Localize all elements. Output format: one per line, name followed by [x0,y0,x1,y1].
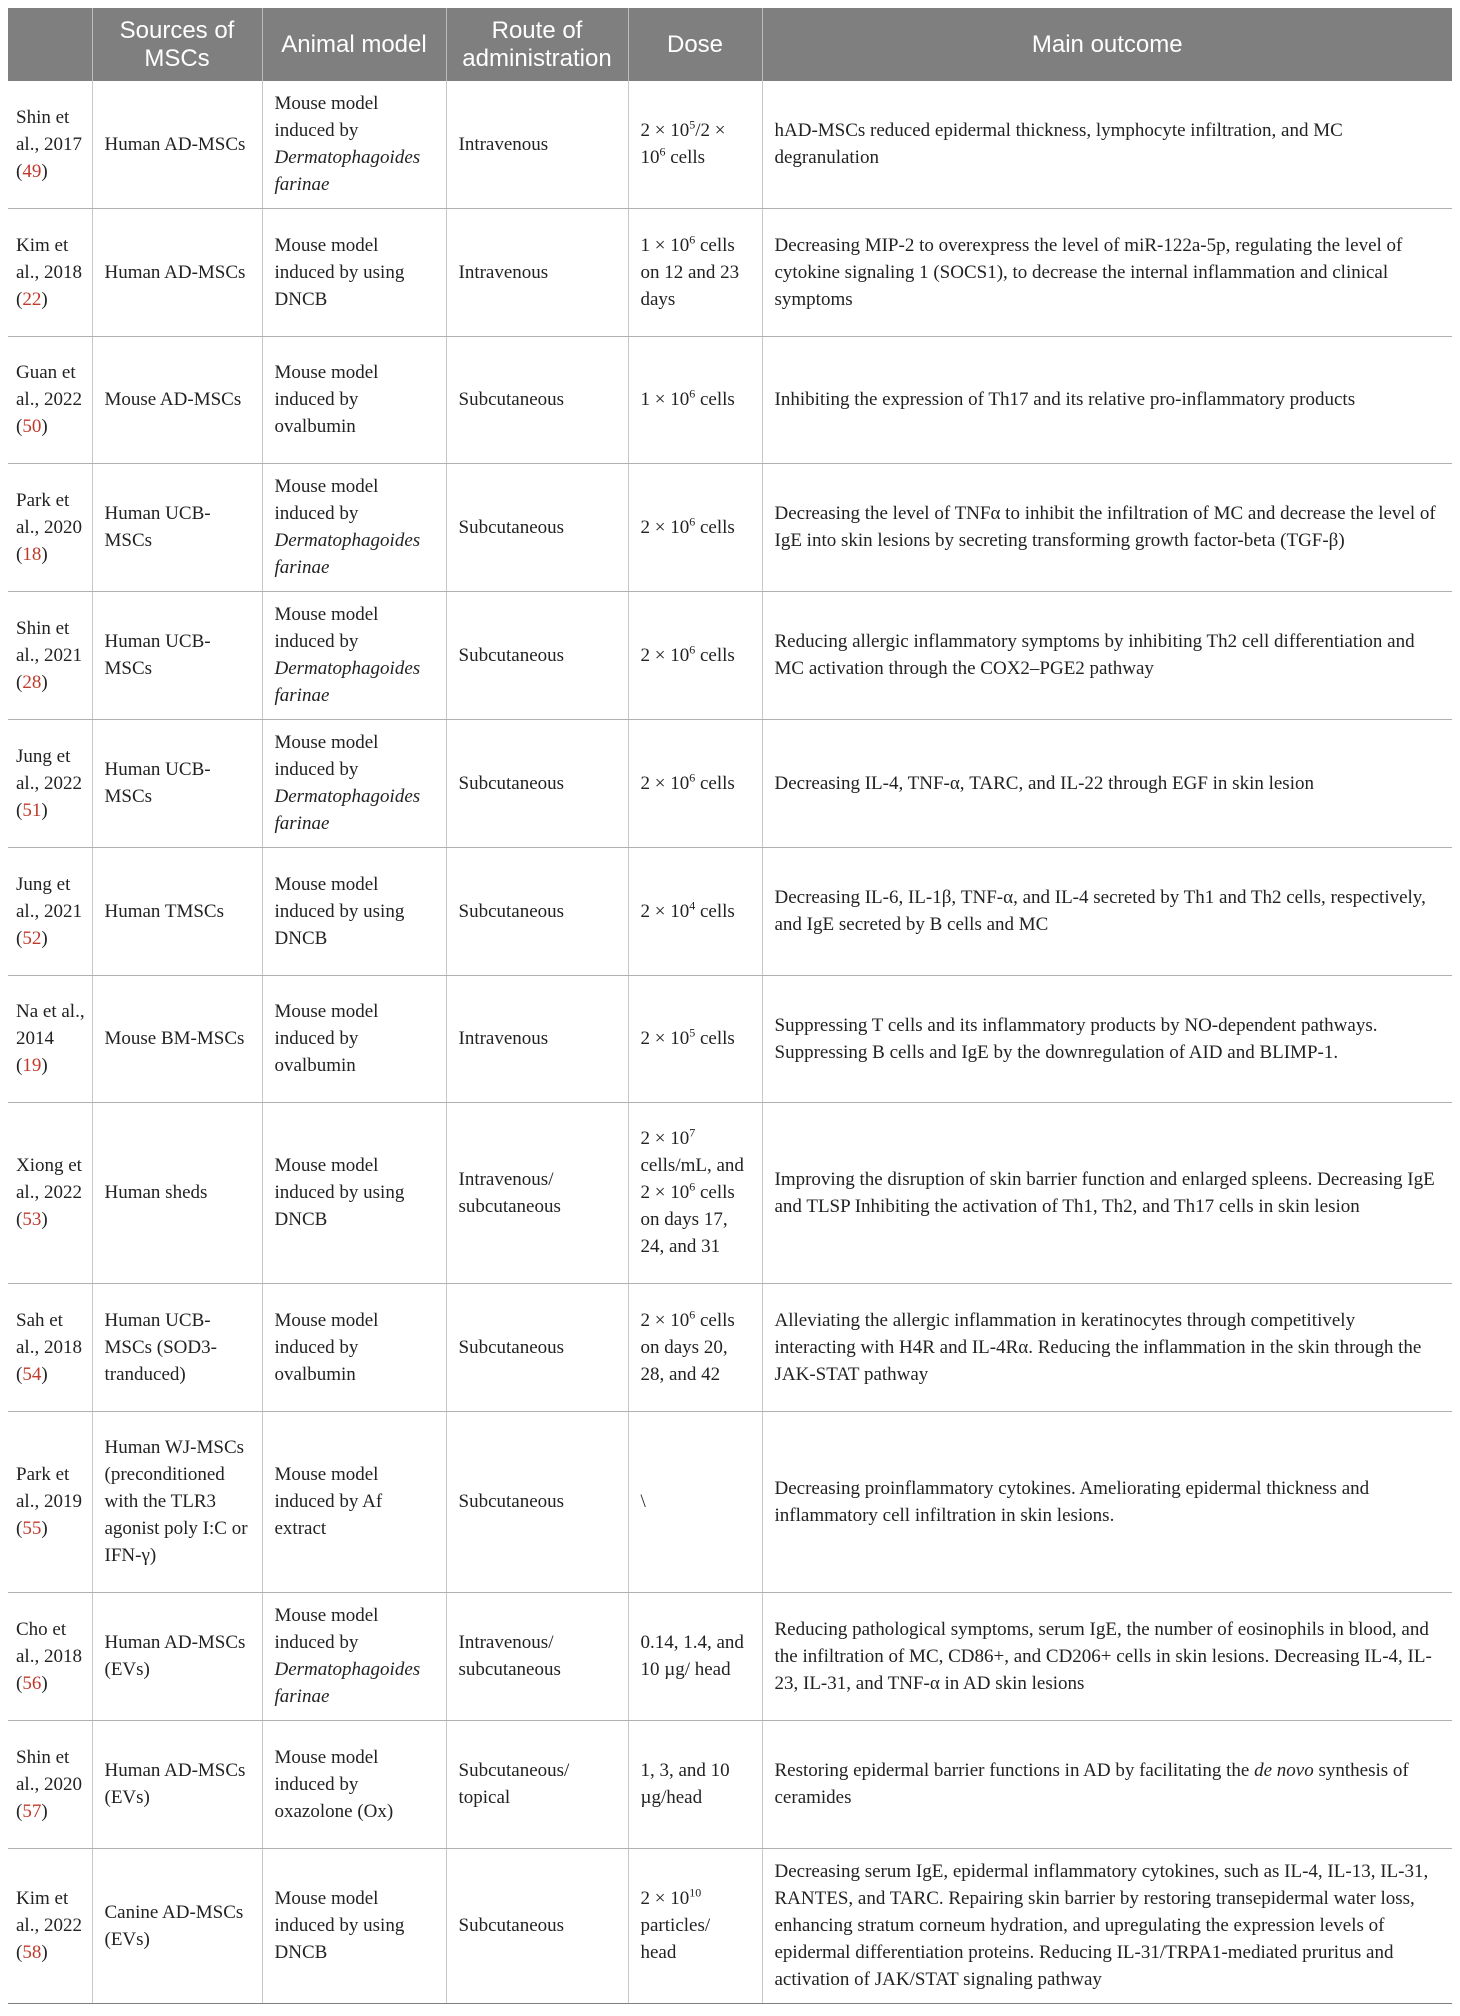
table-row [8,1411,1452,1592]
reference-link[interactable]: 22 [22,288,42,310]
header-source: Sources of MSCs [92,8,262,81]
reference-link[interactable]: 54 [22,1363,42,1385]
cell-animal-model: Mouse model induced by Af extract [262,1411,446,1592]
table-row [8,591,1452,719]
cell-route: Subcutaneous [446,847,628,975]
header-dose: Dose [628,8,762,81]
cell-main-outcome: Restoring epidermal barrier functions in AD by facilitating the de novo synthesis of ceramides [762,1720,1452,1848]
cell-route: Subcutaneous [446,1411,628,1592]
table-row [8,975,1452,1102]
study-citation: Sah et al., 2018 [16,1309,82,1358]
reference-link[interactable]: 51 [22,799,42,821]
cell-source: Mouse BM-MSCs [92,975,262,1102]
reference-link[interactable]: 19 [22,1055,42,1076]
cell-animal-model: Mouse model induced by oxazolone (Ox) [262,1720,446,1848]
cell-source: Human UCB-MSCs (SOD3-tranduced) [92,1283,262,1411]
cell-animal-model: Mouse model induced by using DNCB [262,208,446,336]
reference-link[interactable]: 56 [22,1672,42,1694]
cell-study: Xiong et al., 2022 (53) [8,1102,92,1283]
cell-source: Human WJ-MSCs (preconditioned with the TLR3 agonist poly I:C or IFN-γ) [92,1411,262,1592]
study-citation: Jung et al., 2021 [16,873,82,922]
table-row [8,719,1452,847]
cell-dose: $2 \times 10^6$ cells [628,591,762,719]
study-citation: Xiong et al., 2022 [16,1155,82,1203]
cell-dose: \ [628,1411,762,1592]
reference-link[interactable]: 28 [22,671,42,693]
cell-animal-model: Mouse model induced by using DNCB [262,1848,446,2003]
cell-main-outcome: Reducing allergic inflammatory symptoms by inhibiting Th2 cell differentiation and MC activation through the COX2–PGE2 pathway [762,591,1452,719]
reference-link[interactable]: 50 [22,416,42,437]
table-row [8,463,1452,591]
cell-main-outcome: Decreasing MIP-2 to overexpress the level of miR-122a-5p, regulating the level of cytokine signaling 1 (SOCS1), to decrease the internal inflammation and clinical symptoms [762,208,1452,336]
cell-animal-model: Mouse model induced by using DNCB [262,847,446,975]
cell-source: Canine AD-MSCs (EVs) [92,1848,262,2003]
study-citation: Park et al., 2019 [16,1464,82,1512]
cell-animal-model: Mouse model induced by Dermatophagoides farinae [262,591,446,719]
table-body [8,81,1452,2003]
table-container [8,8,1452,2004]
header-main-outcome: Main outcome [762,8,1452,81]
study-citation: Shin et al., 2020 [16,1746,82,1795]
cell-route: Subcutaneous [446,463,628,591]
cell-dose: $2 \times 10^5/2 \times 10^6$ cells [628,81,762,208]
cell-route: Intravenous [446,81,628,208]
cell-dose: $2 \times 10^6$ cells [628,463,762,591]
cell-source: Mouse AD-MSCs [92,336,262,463]
cell-source: Human sheds [92,1102,262,1283]
cell-main-outcome: Decreasing IL-6, IL-1β, TNF-α, and IL-4 secreted by Th1 and Th2 cells, respectively, and IgE secreted by B cells and MC [762,847,1452,975]
cell-source: Human UCB-MSCs [92,719,262,847]
cell-route: Subcutaneous/ topical [446,1720,628,1848]
header-animal-model: Animal model [262,8,446,81]
cell-source: Human AD-MSCs [92,208,262,336]
cell-source: Human UCB-MSCs [92,591,262,719]
cell-study: Park et al., 2019 (55) [8,1411,92,1592]
cell-dose: $2 \times 10^5$ cells [628,975,762,1102]
header-study [8,8,92,81]
cell-animal-model: Mouse model induced by using DNCB [262,1102,446,1283]
cell-main-outcome: Reducing pathological symptoms, serum IgE, the number of eosinophils in blood, and the infiltration of MC, CD86+, and CD206+ cells in skin lesions. Decreasing IL-4, IL-23, IL-31, and TNF-α in AD skin lesions [762,1592,1452,1720]
study-citation: Cho et al., 2018 [16,1618,82,1667]
cell-dose: $2 \times 10^7$ cells/mL, and $2 \times 10^6$ cells on days 17, 24, and 31 [628,1102,762,1283]
cell-main-outcome: Inhibiting the expression of Th17 and its relative pro-inflammatory products [762,336,1452,463]
table-row [8,1102,1452,1283]
cell-study: Jung et al., 2022 (51) [8,719,92,847]
cell-route: Subcutaneous [446,336,628,463]
cell-main-outcome: Improving the disruption of skin barrier function and enlarged spleens. Decreasing IgE and TLSP Inhibiting the activation of Th1, Th2, and Th17 cells in skin lesion [762,1102,1452,1283]
study-citation: Shin et al., 2021 [16,617,82,666]
cell-study: Cho et al., 2018 (56) [8,1592,92,1720]
cell-study: Guan et al., 2022 (50) [8,336,92,463]
reference-link[interactable]: 52 [22,927,42,949]
study-citation: Shin et al., 2017 [16,106,82,155]
cell-dose: $2 \times 10^6$ cells [628,719,762,847]
cell-route: Intravenous/ subcutaneous [446,1102,628,1283]
reference-link[interactable]: 57 [22,1800,42,1822]
table-row [8,1592,1452,1720]
cell-main-outcome: Suppressing T cells and its inflammatory products by NO-dependent pathways. Suppressing B cells and IgE by the downregulation of AID and BLIMP-1. [762,975,1452,1102]
cell-study: Park et al., 2020 (18) [8,463,92,591]
cell-animal-model: Mouse model induced by Dermatophagoides farinae [262,1592,446,1720]
cell-route: Subcutaneous [446,1283,628,1411]
reference-link[interactable]: 18 [22,543,42,565]
cell-animal-model: Mouse model induced by Dermatophagoides farinae [262,719,446,847]
table-row [8,1848,1452,2003]
table-row [8,1720,1452,1848]
study-citation: Jung et al., 2022 [16,745,82,794]
cell-main-outcome: Alleviating the allergic inflammation in keratinocytes through competitively interacting with H4R and IL-4Rα. Reducing the inflammation in the skin through the JAK-STAT pathway [762,1283,1452,1411]
study-citation: Park et al., 2020 [16,489,82,538]
reference-link[interactable]: 49 [22,160,42,182]
table-row [8,1283,1452,1411]
cell-route: Intravenous [446,208,628,336]
cell-study: Jung et al., 2021 (52) [8,847,92,975]
cell-source: Human UCB-MSCs [92,463,262,591]
cell-source: Human AD-MSCs (EVs) [92,1720,262,1848]
cell-dose: $2 \times 10^6$ cells on days 20, 28, and 42 [628,1283,762,1411]
cell-route: Subcutaneous [446,1848,628,2003]
cell-dose: 0.14, 1.4, and 10 µg/ head [628,1592,762,1720]
study-citation: Guan et al., 2022 [16,362,82,410]
reference-link[interactable]: 53 [22,1209,42,1230]
cell-study: Sah et al., 2018 (54) [8,1283,92,1411]
cell-study: Shin et al., 2021 (28) [8,591,92,719]
cell-study: Shin et al., 2020 (57) [8,1720,92,1848]
cell-dose: $1 \times 10^6$ cells on 12 and 23 days [628,208,762,336]
cell-study: Kim et al., 2018 (22) [8,208,92,336]
cell-dose: $2 \times 10^{10}$ particles/ head [628,1848,762,2003]
header-route: Route of administration [446,8,628,81]
reference-link[interactable]: 55 [22,1518,42,1539]
cell-dose: $2 \times 10^4$ cells [628,847,762,975]
study-citation: Kim et al., 2022 [16,1888,82,1936]
cell-dose: 1, 3, and 10 µg/head [628,1720,762,1848]
cell-animal-model: Mouse model induced by Dermatophagoides farinae [262,463,446,591]
table-row [8,208,1452,336]
cell-animal-model: Mouse model induced by ovalbumin [262,336,446,463]
study-citation: Na et al., 2014 [16,1001,85,1049]
table-row [8,336,1452,463]
cell-study: Shin et al., 2017 (49) [8,81,92,208]
reference-link[interactable]: 58 [22,1942,42,1963]
cell-animal-model: Mouse model induced by Dermatophagoides farinae [262,81,446,208]
cell-route: Intravenous/ subcutaneous [446,1592,628,1720]
cell-route: Subcutaneous [446,591,628,719]
cell-main-outcome: Decreasing serum IgE, epidermal inflammatory cytokines, such as IL-4, IL-13, IL-31, RANTES, and TARC. Repairing skin barrier by restoring transepidermal water loss, enhancing stratum corneum hydration, and upregulating the expression levels of epidermal differentiation proteins. Reducing IL-31/TRPA1-mediated pruritus and activation of JAK/STAT signaling pathway [762,1848,1452,2003]
cell-animal-model: Mouse model induced by ovalbumin [262,975,446,1102]
table-row [8,81,1452,208]
cell-route: Intravenous [446,975,628,1102]
cell-study: Kim et al., 2022 (58) [8,1848,92,2003]
table-row [8,847,1452,975]
cell-study: Na et al., 2014 (19) [8,975,92,1102]
cell-animal-model: Mouse model induced by ovalbumin [262,1283,446,1411]
cell-source: Human TMSCs [92,847,262,975]
table-header-row [8,8,1452,81]
msc-studies-table [8,8,1452,2004]
cell-source: Human AD-MSCs (EVs) [92,1592,262,1720]
cell-source: Human AD-MSCs [92,81,262,208]
cell-main-outcome: Decreasing the level of TNFα to inhibit the infiltration of MC and decrease the level of IgE into skin lesions by secreting transforming growth factor-beta (TGF-β) [762,463,1452,591]
cell-main-outcome: Decreasing proinflammatory cytokines. Ameliorating epidermal thickness and inflammatory cell infiltration in skin lesions. [762,1411,1452,1592]
cell-main-outcome: hAD-MSCs reduced epidermal thickness, lymphocyte infiltration, and MC degranulation [762,81,1452,208]
study-citation: Kim et al., 2018 [16,234,82,283]
cell-route: Subcutaneous [446,719,628,847]
cell-main-outcome: Decreasing IL-4, TNF-α, TARC, and IL-22 through EGF in skin lesion [762,719,1452,847]
cell-dose: $1 \times 10^6$ cells [628,336,762,463]
